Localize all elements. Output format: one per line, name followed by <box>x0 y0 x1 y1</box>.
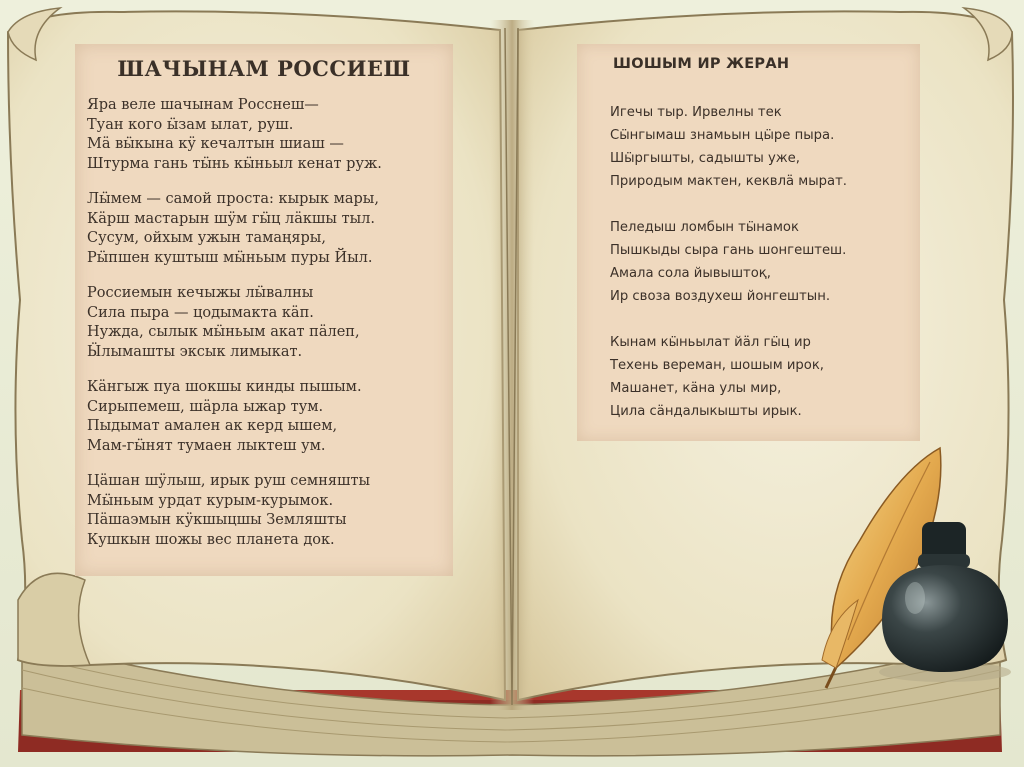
poem-line: Рӹпшен куштыш мӹньым пуры Йыл. <box>87 249 373 266</box>
poem-line: Яра веле шачынам Росснеш— <box>87 97 319 113</box>
poem-line: Амала сола йывыштоқ, <box>610 266 771 281</box>
poem-line: Ӹлымашты эксык лимыкат. <box>87 343 303 360</box>
poem-line: Цӓшан шӱлыш, ирык руш семняшты <box>87 473 371 489</box>
poem-line: Техень вереман, шошым ирок, <box>610 358 825 373</box>
poem-line: Кынам кӹньылат йӓл гӹц ир <box>610 335 811 350</box>
poem-line: Сусум, ойхым ужын тамаңяры, <box>87 230 326 246</box>
poem-line: Россиемын кечыжы лӹвалны <box>87 285 314 301</box>
poem-line: Лӹмем — самой проста: кырык мары, <box>87 191 379 207</box>
poem-line: Кушкын шожы вес планета док. <box>87 531 335 548</box>
poem-line: Туан кого ӹзам ылат, руш. <box>87 116 294 133</box>
poem-line: Пӓшаэмын кӱкшыцшы Земляшты <box>87 512 347 528</box>
poem-line: Цила сӓндалыкышты ирык. <box>610 404 802 419</box>
poem-line: Мӓ вӹкына кӱ кечалтын шиаш — <box>87 136 344 152</box>
poem-line: Сила пыра — цодымакта кӓп. <box>87 304 314 321</box>
poem-line: Пеледыш ломбын тӹнамок <box>610 220 799 235</box>
poem-line: Кӓрш мастарын шӱм гӹц лӓкшы тыл. <box>87 210 375 227</box>
poem-line: Нужда, сылык мӹньым акат пӓлеп, <box>87 324 360 340</box>
poem-line: Игечы тыр. Ирвелны тек <box>610 105 782 120</box>
poem-stanza <box>610 331 914 423</box>
poem-line: Кӓнгыж пуа шокшы кинды пышым. <box>87 379 362 395</box>
poem-title: ШАЧЫНАМ РОССИЕШ <box>117 56 411 81</box>
poem-line: Ир своза воздухеш йонгештын. <box>610 289 831 304</box>
poem-stanza <box>87 190 447 268</box>
poem-line: Пыдымат амален ак керд ышем, <box>87 418 338 434</box>
poem-title: ШОШЫМ ИР ЖЕРАН <box>613 56 790 72</box>
poem-line: Сӹнгымаш знамьын цӹре пыра. <box>610 128 835 143</box>
poem-line: Шӹргышты, садышты уже, <box>610 151 800 166</box>
poem-clipping-right <box>577 44 920 441</box>
poem-stanza <box>87 378 447 456</box>
poem-stanza <box>610 216 914 308</box>
poem-clipping-left <box>75 44 453 576</box>
poem-stanza <box>87 284 447 362</box>
poem-line: Сирыпемеш, шӓрла ыжар тум. <box>87 398 324 415</box>
poem-stanza <box>87 472 447 550</box>
poem-line: Природым мактен, кеквлӓ мырат. <box>610 174 847 189</box>
poem-line: Мам-гӹнят тумаен лыктеш ум. <box>87 437 326 454</box>
poem-line: Машанет, кӓна улы мир, <box>610 381 782 396</box>
poem-stanza <box>87 96 447 174</box>
poem-line: Пышкыды сыра гань шонгештеш. <box>610 243 847 258</box>
poem-line: Мӹньым урдат курым-курымок. <box>87 492 334 509</box>
poem-stanza <box>610 101 914 193</box>
poem-line: Штурма гань тӹнь кӹньыл кенат руж. <box>87 155 382 172</box>
